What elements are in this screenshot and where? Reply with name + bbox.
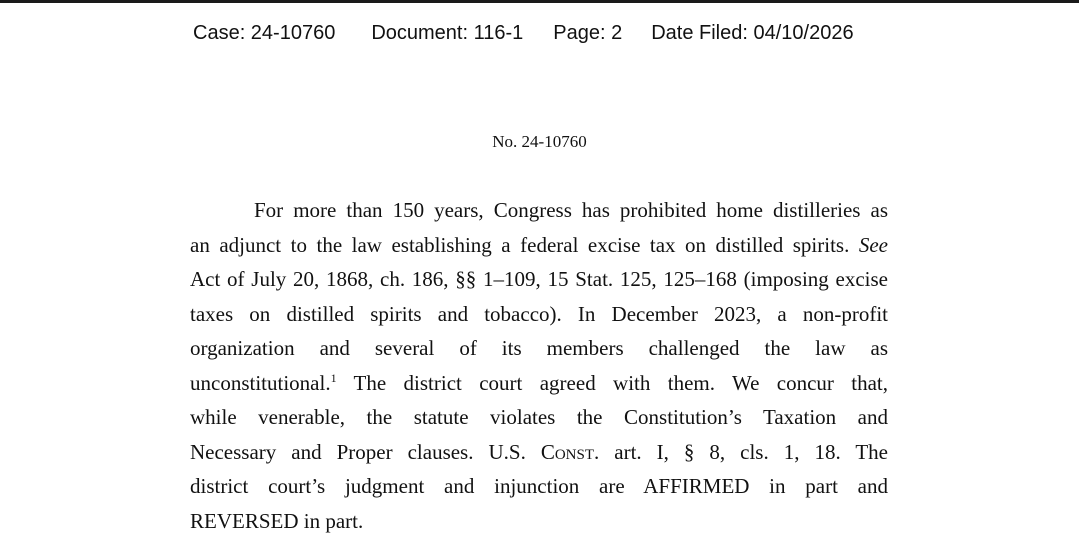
date-filed: Date Filed: 04/10/2026 — [651, 22, 854, 44]
text-segment: an adjunct to the law establishing a federal excise tax on distilled spirits. — [190, 232, 850, 257]
page-number: Page: 2 — [553, 22, 623, 44]
paragraph-line — [190, 228, 888, 263]
top-border — [0, 0, 1079, 3]
paragraph-line: REVERSED in part. — [190, 508, 364, 533]
const-small-caps: Const — [540, 439, 595, 464]
paragraph-line: taxes on distilled spirits and tobacco). In December 2023, a non-profit — [190, 301, 888, 326]
text-segment: The district court agreed with them. We concur that, — [336, 370, 888, 395]
text-segment: . art. I, § 8, cls. 1, 18. The — [594, 439, 888, 464]
filing-header — [193, 22, 854, 45]
paragraph-line — [190, 435, 888, 470]
citation-signal: See — [858, 232, 888, 257]
text-segment: Necessary and Proper clauses. U.S. — [190, 439, 541, 464]
paragraph-line: while venerable, the statute violates the Constitution’s Taxation and — [190, 405, 888, 429]
docket-number: No. 24-10760 — [492, 132, 587, 151]
paragraph-line: district court’s judgment and injunction are AFFIRMED in part and — [190, 474, 888, 498]
paragraph-line: organization and several of its members challenged the law as — [190, 336, 888, 360]
paragraph-line: For more than 150 years, Congress has prohibited home distilleries as — [254, 198, 888, 222]
paragraph-line: Act of July 20, 1868, ch. 186, §§ 1–109, 15 Stat. 125, 125–168 (imposing excise — [190, 267, 888, 291]
paragraph-line — [190, 366, 888, 401]
footnote-marker[interactable]: 1 — [330, 370, 337, 385]
document-number: Document: 116-1 — [371, 22, 524, 44]
opinion-paragraph — [190, 193, 888, 538]
text-segment: unconstitutional. — [190, 370, 331, 395]
case-number: Case: 24-10760 — [193, 22, 336, 44]
